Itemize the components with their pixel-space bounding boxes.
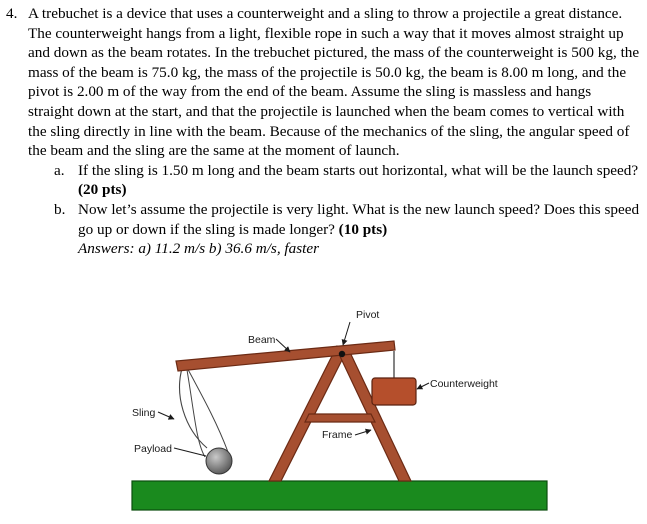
frame-label: Frame: [322, 429, 353, 441]
part-b-points: (10 pts): [338, 220, 388, 238]
part-a-label: a.: [54, 161, 65, 179]
pivot-point: [339, 351, 345, 357]
sling-rope: [180, 362, 207, 448]
part-a-text: If the sling is 1.50 m long and the beam starts out horizontal, what will be the launch speed?: [78, 161, 639, 179]
frame-arrow: [355, 430, 371, 435]
answers: Answers: a) 11.2 m/s b) 36.6 m/s, faster: [78, 240, 320, 258]
problem-number: 4.: [6, 5, 18, 22]
payload-ball: [206, 448, 232, 474]
part-b-text: Now let’s assume the projectile is very light. What is the new launch speed? Does this speed go up or down if the sling is made longer?: [78, 200, 640, 238]
part-a-points: (20 pts): [78, 181, 127, 199]
counterweight-label: Counterweight: [430, 378, 498, 390]
beam: [176, 341, 395, 371]
frame-crossbar: [305, 414, 375, 422]
pivot-label: Pivot: [356, 309, 380, 321]
sling-arrow: [158, 412, 174, 419]
counterweight: [372, 378, 416, 405]
part-b-label: b.: [54, 200, 66, 218]
beam-label: Beam: [248, 334, 276, 346]
payload-label: Payload: [134, 443, 172, 455]
pivot-arrow: [343, 322, 350, 345]
ground: [132, 481, 547, 510]
counterweight-arrow: [417, 383, 429, 389]
problem-text: A trebuchet is a device that uses a counterweight and a sling to throw a projectile a great distance. The counterweight hangs from a light, flexible rope in such a way that it moves almost straight up and down as the beam rotates. In the trebuchet pictured, the mass of the counterweight is 500 kg, the mass of the beam is 75.0 kg, the mass of the projectile is 50.0 kg, the beam is 8.00 m long, and the pivot is 2.00 m of the way from the end of the beam. Assume the sling is massless and hangs straight down at the start, and that the projectile is launched when the beam comes to vertical with the sling directly in line with the beam. Because of the mechanics of the sling, the angular speed of the beam and the sling are the same at the moment of launch.: [28, 5, 640, 160]
sling-pouch: [184, 362, 228, 457]
beam-arrow: [276, 339, 290, 352]
sling-label: Sling: [132, 407, 156, 419]
